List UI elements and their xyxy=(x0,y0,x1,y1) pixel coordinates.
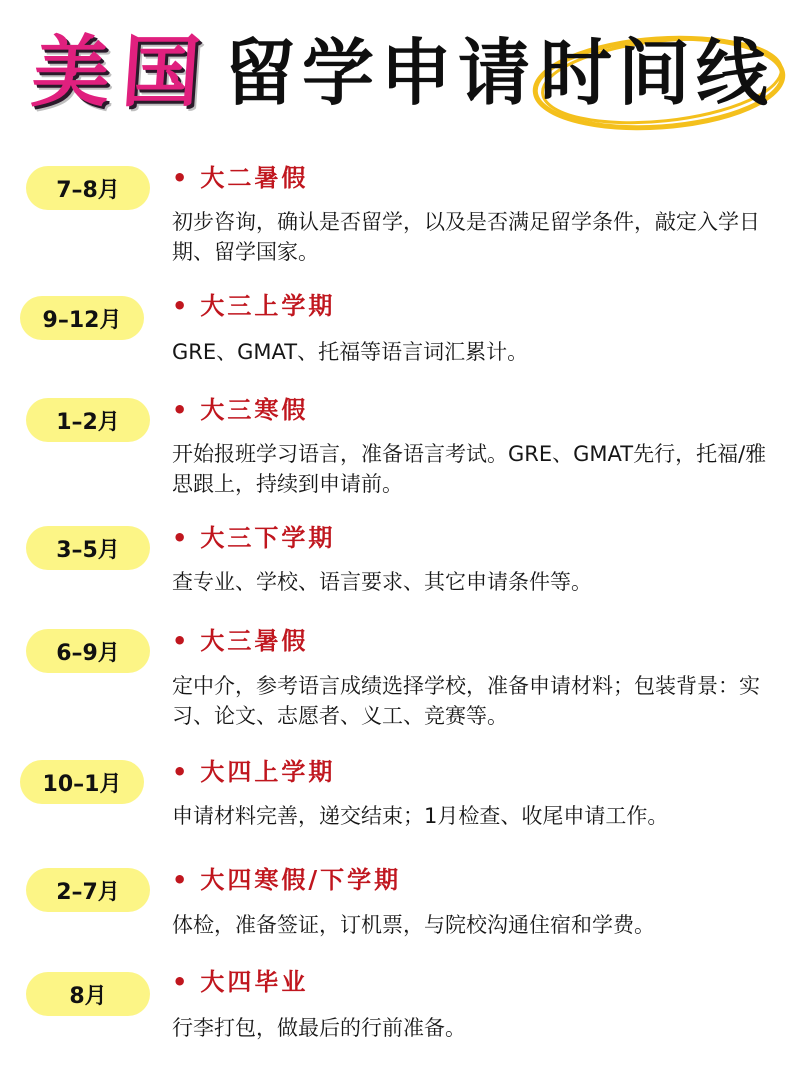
bullet-icon: • xyxy=(172,164,191,192)
stage-description: 行李打包，做最后的行前准备。 xyxy=(172,1016,466,1040)
page-title xyxy=(0,18,800,128)
stage-heading-text: 大三寒假 xyxy=(200,395,309,424)
stage-heading xyxy=(172,290,335,322)
title-char-3: 留 xyxy=(224,31,297,115)
stage-description: GRE、GMAT、托福等语言词汇累计。 xyxy=(172,340,529,364)
stage-heading xyxy=(172,966,308,998)
title-char-9: 线 xyxy=(696,31,769,115)
stage-heading-text: 大三上学期 xyxy=(200,291,336,320)
stage-heading xyxy=(172,625,308,657)
title-char-4: 学 xyxy=(302,31,375,115)
bullet-icon: • xyxy=(172,627,191,655)
stage-description: 初步咨询，确认是否留学，以及是否满足留学条件，敲定入学日期、留学国家。 xyxy=(172,210,760,264)
stage-description: 体检，准备签证，订机票，与院校沟通住宿和学费。 xyxy=(172,913,655,937)
title-char-5: 申 xyxy=(380,31,453,115)
period-pill: 3–5月 xyxy=(26,526,150,570)
stage-heading-text: 大四寒假/下学期 xyxy=(200,865,402,894)
period-pill: 1–2月 xyxy=(26,398,150,442)
stage-heading xyxy=(172,864,401,896)
period-pill: 7–8月 xyxy=(26,166,150,210)
stage-heading xyxy=(172,756,335,788)
stage-heading-text: 大三下学期 xyxy=(200,523,336,552)
title-char-1: 美 xyxy=(28,28,114,118)
stage-heading xyxy=(172,394,308,426)
title-char-2: 国 xyxy=(118,28,204,118)
bullet-icon: • xyxy=(172,292,191,320)
stage-heading-text: 大三暑假 xyxy=(200,626,309,655)
bullet-icon: • xyxy=(172,758,191,786)
bullet-icon: • xyxy=(172,968,191,996)
stage-description: 定中介，参考语言成绩选择学校，准备申请材料；包装背景：实习、论文、志愿者、义工、竞赛等。 xyxy=(172,674,760,728)
period-pill: 6–9月 xyxy=(26,629,150,673)
title-char-8: 间 xyxy=(618,31,691,115)
title-char-7: 时 xyxy=(540,31,613,115)
stage-heading-text: 大二暑假 xyxy=(200,163,309,192)
bullet-icon: • xyxy=(172,866,191,894)
stage-heading xyxy=(172,522,335,554)
stage-description: 查专业、学校、语言要求、其它申请条件等。 xyxy=(172,570,592,594)
stage-description: 申请材料完善，递交结束；1月检查、收尾申请工作。 xyxy=(172,804,669,828)
period-pill: 2–7月 xyxy=(26,868,150,912)
period-pill: 8月 xyxy=(26,972,150,1016)
title-char-6: 请 xyxy=(458,31,531,115)
stage-heading-text: 大四毕业 xyxy=(200,967,309,996)
period-pill: 9–12月 xyxy=(20,296,144,340)
bullet-icon: • xyxy=(172,396,191,424)
period-pill: 10–1月 xyxy=(20,760,144,804)
stage-heading-text: 大四上学期 xyxy=(200,757,336,786)
stage-heading xyxy=(172,162,308,194)
stage-description: 开始报班学习语言，准备语言考试。GRE、GMAT先行，托福/雅思跟上，持续到申请前。 xyxy=(172,442,767,496)
bullet-icon: • xyxy=(172,524,191,552)
